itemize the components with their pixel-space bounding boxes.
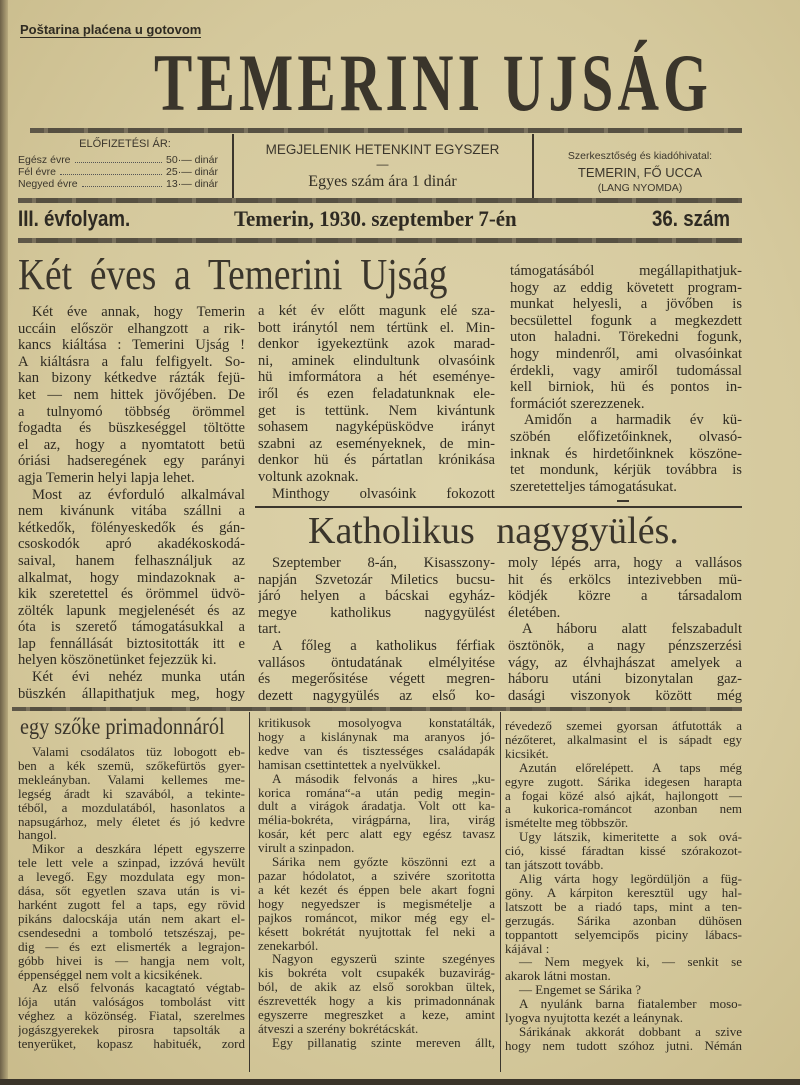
text-line: ket — nem hittek jövőjében. De xyxy=(18,386,245,403)
office-label: Szerkesztőség és kiadóhivatal: xyxy=(567,150,713,162)
paragraph xyxy=(258,555,495,638)
text-line: toppantott selyemcipős piciny lábacs- xyxy=(505,927,742,942)
text-line: a kukorica-románcot azonban nem xyxy=(505,802,742,817)
text-line: helyen köszönetünket fejezzük ki. xyxy=(18,652,217,669)
text-line: Az első felvonás kacagtató végtab- xyxy=(32,981,245,996)
text-line: Ugy látszik, kimeritette a sok ová- xyxy=(519,830,742,845)
text-line: Most az évforduló alkalmával xyxy=(32,486,245,503)
text-line: bott iránytól nem tértünk el. Min- xyxy=(258,319,495,336)
column-divider xyxy=(500,712,501,1072)
text-line: zölték lapunk megjelenését és az xyxy=(18,602,245,619)
text-line: Sárika nem győzte köszönni ezt a xyxy=(272,855,495,869)
price-label: Negyed évre xyxy=(18,178,78,190)
price-row xyxy=(18,166,218,178)
single-price: Egyes szám ára 1 dinár xyxy=(308,173,457,190)
page-edge xyxy=(0,0,8,1085)
text-line: gerzugás. Sárika azonban dühösen xyxy=(505,913,742,928)
text-line: el az, hogy a nyomtatott betü xyxy=(18,436,245,453)
text-line: kancs kiáltása : Temerini Ujság ! xyxy=(18,337,245,354)
article-column xyxy=(508,555,742,704)
text-line: csendesedni a tomboló tetszészaj, pe- xyxy=(18,925,245,940)
text-line: háboru utáni bizonytalan gaz- xyxy=(508,671,742,688)
text-line: legség áradt ki szavából, a tekinte- xyxy=(18,786,245,801)
text-line: hogy az eddig követett program- xyxy=(510,279,742,296)
office-address: TEMERIN, FŐ UCCA xyxy=(577,165,703,180)
text-line: Amidőn a harmadik év kü- xyxy=(524,412,742,429)
paragraph xyxy=(505,830,742,872)
text-line: megye katholikus nagygyülést xyxy=(258,604,495,621)
text-line: vallásos öntudatának elmélyitése xyxy=(258,654,495,671)
section-rule xyxy=(12,707,742,711)
text-line: kedve van és tisztességes családapák xyxy=(258,743,495,758)
text-line: ismételte meg többször. xyxy=(505,816,629,831)
price-row xyxy=(18,178,218,190)
frequency-dash: — xyxy=(376,157,389,171)
text-line: Alig várta hogy legördüljön a füg- xyxy=(519,871,742,886)
header-divider xyxy=(232,134,234,198)
text-line: hangol. xyxy=(18,828,57,843)
text-line: a fogai közé alsó ajkát, hajlongott — xyxy=(505,788,742,803)
text-line: szeretetteljes támogatásukat. xyxy=(510,478,677,495)
text-line: hogy nem tudott szóhoz jutni. Némán xyxy=(505,1038,742,1053)
text-line: téből, a mozdulatából, hasonlatos a xyxy=(18,800,245,815)
text-line: hit és erkölcs intezivebben mü- xyxy=(508,571,742,588)
volume: III. évfolyam. xyxy=(18,206,131,231)
article-end-dash xyxy=(617,500,629,502)
text-line: napsugárhoz, mely életet és jó kedvre xyxy=(18,814,245,829)
text-line: véghez a közönség. Fiatal, szerelmes xyxy=(18,1009,245,1024)
text-line: becsülettel fogunk a megkezdett xyxy=(510,312,742,329)
text-line: kritikusok mosolyogva konstatálták, xyxy=(258,716,495,730)
text-line: pajkos románcot, mikor még egy el- xyxy=(258,910,495,925)
text-line: göny. A kárpiton keresztül ugy hal- xyxy=(505,885,742,900)
text-line: dig — és ezt elismerték a legrajon- xyxy=(18,939,245,954)
article-column xyxy=(510,263,742,495)
text-line: uton haladni. Törekedni fogunk, xyxy=(510,329,742,346)
text-line: napján Szvetozár Miletics bucsu- xyxy=(258,571,495,588)
price-value: 25·— dinár xyxy=(166,166,218,178)
text-line: óta is szerető támogatásukkal a xyxy=(18,619,245,636)
text-line: átveszi a szerény bokrétácskát. xyxy=(258,1021,419,1036)
price-label: Egész évre xyxy=(18,154,71,166)
text-line: moly lépés arra, hogy a vallásos xyxy=(508,555,742,571)
paragraph xyxy=(505,719,742,761)
paragraph xyxy=(18,842,245,981)
text-line: nem kivánunk vitába szállni a xyxy=(18,503,245,520)
subscription-title: ELŐFIZETÉSI ÁR: xyxy=(79,138,171,150)
article-divider xyxy=(255,506,742,508)
text-line: denkor hü és pártatlan krónikása xyxy=(258,452,495,469)
paragraph xyxy=(258,772,495,855)
paragraph xyxy=(505,1025,742,1053)
text-line: Sárikának akkorát dobbant a szive xyxy=(519,1024,742,1039)
text-line: A főleg a katholikus férfiak xyxy=(272,637,495,654)
text-line: inknak és hirdetőinknek köszöne- xyxy=(510,445,742,462)
text-line: ció, kissé fáradtan kissé szórakozot- xyxy=(505,844,742,859)
text-line: — Nem megyek ki, — senkit se xyxy=(519,955,742,970)
text-line: hogy mindenről, ami olvasóinkat xyxy=(510,345,742,362)
text-line: tele lett vele a szinpad, izzóvá hevült xyxy=(18,856,245,871)
text-line: A háboru alatt felszabadult xyxy=(522,621,742,638)
text-line: latszott be a riadó taps, mint a ten- xyxy=(505,899,742,914)
dateline: Temerin, 1930. szeptember 7-én xyxy=(234,206,517,231)
text-line: virult a szinpadon. xyxy=(258,841,355,856)
price-row xyxy=(18,154,218,166)
text-line: vágy, az élvhajhászat amelyek a xyxy=(508,654,742,671)
text-line: Két éve annak, hogy Temerin xyxy=(32,304,245,320)
text-line: lója után valóságos tombolást vitt xyxy=(18,995,245,1010)
text-line: lyogva nyujtotta kezét a leánynak. xyxy=(505,1011,683,1025)
text-line: saival, hanem felhasználjuk az xyxy=(18,552,245,569)
text-line: és megerősitése végett megren- xyxy=(258,671,495,688)
text-line: dezett nagygyülés az első ko- xyxy=(258,687,495,704)
article-column xyxy=(18,745,245,1051)
paragraph xyxy=(508,555,742,621)
price-value: 50·— dinár xyxy=(166,154,218,166)
text-line: formációt szerezzenek. xyxy=(510,395,645,412)
text-line: Két évi nehéz munka után xyxy=(32,669,245,686)
text-line: járó helyen a bácskai egyház- xyxy=(258,588,495,605)
article-title: Katholikus nagygyülés. xyxy=(308,510,679,552)
leader-dots xyxy=(75,154,163,163)
paragraph xyxy=(510,263,742,412)
text-line: kell birniok, hü és pontos in- xyxy=(510,379,742,396)
paragraph xyxy=(508,621,742,704)
text-line: voltunk azoknak. xyxy=(258,468,359,485)
text-line: éppenséggel nem volt a kicsikének. xyxy=(18,967,203,982)
paragraph xyxy=(505,761,742,831)
paragraph xyxy=(258,855,495,952)
text-line: kicsikét. xyxy=(505,746,549,761)
text-line: egyre zugott. Sárika idegesen harapta xyxy=(505,774,742,789)
price-value: 13·— dinár xyxy=(166,178,218,190)
frequency-note: MEGJELENIK HETENKINT EGYSZER xyxy=(265,142,500,157)
article-column xyxy=(258,555,495,704)
text-line: agja Temerin helyi lapja lehet. xyxy=(18,469,195,486)
header-rule-top xyxy=(30,128,742,133)
text-line: iről és ezen feladatunknak ele- xyxy=(258,385,495,402)
text-line: ben a kék szemü, szőkefürtös gyer- xyxy=(18,758,245,773)
postage-note: Poštarina plaćena u gotovom xyxy=(20,22,202,37)
text-line: óriási hadseregének egy parányi xyxy=(18,453,245,470)
text-line: alkalmat, hogy mindazoknak a- xyxy=(18,569,245,586)
text-line: hamisan csettintettek a nyelvükkel. xyxy=(258,757,441,772)
text-line: Azután előrelépett. A taps még xyxy=(519,760,742,775)
article-title: egy szőke primadonnáról xyxy=(20,714,225,739)
text-line: késett bokrétát nyujtottak fel neki a xyxy=(258,924,495,939)
paragraph xyxy=(258,303,495,486)
text-line: révedező szemei gyorsan átfutották a xyxy=(505,719,742,733)
article-column xyxy=(505,719,742,1053)
text-line: kik szeretettel és örömmel üdvö- xyxy=(18,586,245,603)
leader-dots xyxy=(82,178,163,187)
office-printer: (LANG NYOMDA) xyxy=(597,182,683,194)
column-divider xyxy=(249,712,250,1072)
header-divider xyxy=(532,134,534,198)
article-column xyxy=(18,304,245,702)
text-line: Szeptember 8-án, Kisasszony- xyxy=(272,555,495,571)
text-line: ködjék közre a társadalom xyxy=(508,588,742,605)
text-line: — Engemet se Sárika ? xyxy=(519,983,642,998)
text-line: ból, de akik az első sorokban ültek, xyxy=(258,980,495,995)
paragraph xyxy=(18,981,245,1051)
text-line: dasági viszonyok között még xyxy=(508,687,742,704)
paragraph xyxy=(505,872,742,955)
article-column xyxy=(258,303,495,502)
text-line: csoskodók apró akadékoskodá- xyxy=(18,536,245,553)
text-line: észrevették hogy a kis primadonnának xyxy=(258,994,495,1009)
paragraph xyxy=(505,997,742,1025)
paragraph xyxy=(505,983,742,997)
text-line: szöbén előfizetőinknek, olvasó- xyxy=(510,428,742,445)
text-line: büszkén állapithatjuk meg, hogy xyxy=(18,685,245,702)
paragraph xyxy=(258,716,495,772)
text-line: hogy negyedszer is megismételje a xyxy=(258,896,495,911)
text-line: dult a virágok áradatja. Volt ott ka- xyxy=(258,799,495,814)
text-line: kétkedők, fölényeskedők és gán- xyxy=(18,519,245,536)
text-line: a két év előtt magunk elé sza- xyxy=(258,303,495,319)
text-line: szabni az eseményeknek, de min- xyxy=(258,435,495,452)
text-line: kan bizony kétkedve rázták fejü- xyxy=(18,370,245,387)
text-line: a két kezét és éppen bele akart fogni xyxy=(258,882,495,897)
paragraph xyxy=(510,412,742,495)
issue-number: 36. szám xyxy=(652,206,730,231)
paragraph xyxy=(258,638,495,704)
text-line: mélia-bokréta, virágpárna, lira, virág xyxy=(258,813,495,828)
text-line: Mikor a deszkára lépett egyszerre xyxy=(32,842,245,857)
text-line: érdekli, vagy amiről tudomással xyxy=(510,362,742,379)
text-line: munkat helyesli, a jövőben is xyxy=(510,296,742,313)
text-line: dása, sőt egyetlen szava után is vi- xyxy=(18,884,245,898)
text-line: lap fennállását biztositották itt e xyxy=(18,635,245,652)
paragraph xyxy=(18,669,245,702)
text-line: Valami csodálatos tüz lobogott eb- xyxy=(32,745,245,759)
text-line: mekleányban. Valami kellemes me- xyxy=(18,772,245,787)
paragraph xyxy=(258,1036,495,1050)
article-column xyxy=(258,716,495,1050)
text-line: kosár, két perc alatt egy egész tavasz xyxy=(258,827,495,842)
header-rule-mid xyxy=(18,198,742,203)
text-line: hü imformátora a hét eseménye- xyxy=(258,369,495,386)
text-line: Nagyon egyszerü szinte szegényes xyxy=(272,952,495,967)
text-line: jogászgyerekek pirosra tapsolták a xyxy=(18,1023,245,1038)
price-label: Fél évre xyxy=(18,166,56,178)
text-line: pikáns dalocskája után nem akart el- xyxy=(18,911,245,926)
text-line: kis bokréta volt csupakék buzavirág- xyxy=(258,966,495,981)
text-line: életében. xyxy=(508,604,561,621)
paragraph xyxy=(258,952,495,1035)
text-line: A nyulánk barna fiatalember moso- xyxy=(519,997,742,1012)
text-line: denkor igyekeztünk azok marad- xyxy=(258,336,495,353)
text-line: A kiáltásra a falu felfigyelt. So- xyxy=(18,353,245,370)
paragraph xyxy=(18,745,245,842)
text-line: get is tettünk. Nem kivántunk xyxy=(258,402,495,419)
page-edge-bottom xyxy=(0,1079,800,1085)
header-rule-bottom xyxy=(18,238,742,243)
text-line: góbb hivei is — hangja nem volt, xyxy=(18,953,245,968)
text-line: korica romána“-a után pedig megin- xyxy=(258,785,495,800)
paragraph xyxy=(505,955,742,983)
text-line: egyszerre megreszket a keze, amint xyxy=(258,1008,495,1022)
article-title: Két éves a Temerini Ujság xyxy=(18,250,448,299)
text-line: zenekarból. xyxy=(258,938,319,953)
paragraph xyxy=(18,487,245,670)
text-line: fogadta és büszkeséggel töltötte xyxy=(18,420,245,437)
text-line: tan játszott tovább. xyxy=(505,858,604,872)
text-line: tenyerüket, kopasz habituék, zord xyxy=(18,1037,245,1051)
text-line: Egy pillanatig szinte mereven állt, xyxy=(272,1035,495,1050)
text-line: a levegő. Egy mozdulata egy mon- xyxy=(18,870,245,885)
leader-dots xyxy=(60,166,162,175)
text-line: tet mondunk, kérjük továbbra is xyxy=(510,462,742,479)
paragraph xyxy=(258,486,495,503)
text-line: nézőteret, alkalmasint el is sápadt egy xyxy=(505,732,742,747)
text-line: Minthogy olvasóink fokozott xyxy=(272,485,495,502)
paragraph xyxy=(18,304,245,487)
text-line: ösztönök, a nagy pénzszerzési xyxy=(508,637,742,654)
text-line: támogatásából megállapithatjuk- xyxy=(510,263,742,279)
text-line: harként zugott fel a taps, egy rövid xyxy=(18,897,245,912)
text-line: tart. xyxy=(258,621,282,638)
text-line: a tulnyomó többség örömmel xyxy=(18,403,245,420)
masthead-title: TEMERINI UJSÁG xyxy=(154,37,712,128)
text-line: uccáin először elhangzott a rik- xyxy=(18,320,245,337)
text-line: kájával : xyxy=(505,941,550,956)
text-line: pazar hódolatot, a szivére szoritotta xyxy=(258,868,495,883)
text-line: ni, aminek elindultunk olvasóink xyxy=(258,352,495,369)
text-line: akarok látni mostan. xyxy=(505,969,611,984)
text-line: hogy a kislánynak ma aranyos jó- xyxy=(258,729,495,744)
text-line: sohasem nagyképüsködve irányt xyxy=(258,419,495,436)
text-line: A második felvonás a hires „ku- xyxy=(272,771,495,786)
